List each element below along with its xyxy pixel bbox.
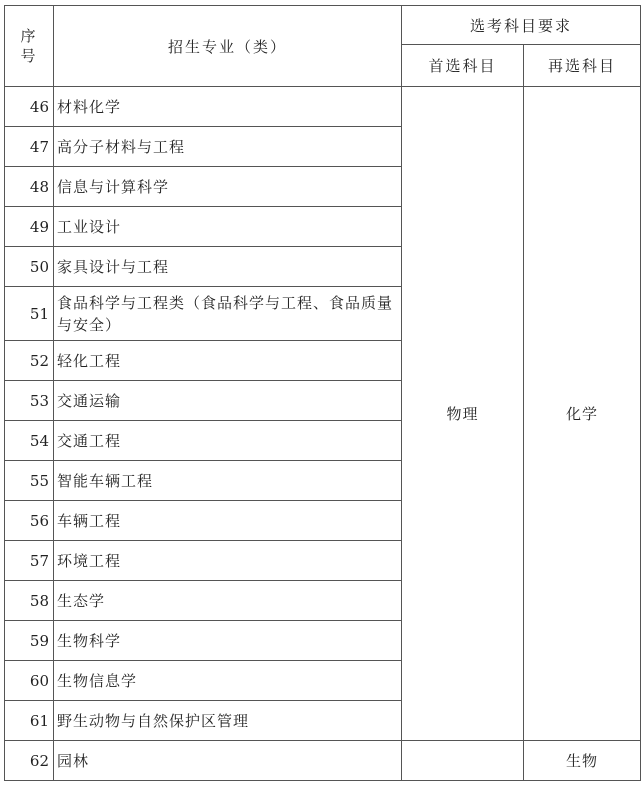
row-major: 生态学: [54, 581, 402, 621]
row-number: 56: [5, 501, 54, 541]
row-number: 58: [5, 581, 54, 621]
header-second-choice: 再选科目: [524, 45, 641, 87]
row-number: 57: [5, 541, 54, 581]
header-major: 招生专业（类）: [54, 6, 402, 87]
row-number: 55: [5, 461, 54, 501]
row-major: 交通工程: [54, 421, 402, 461]
row-number: 46: [5, 87, 54, 127]
first-subject-last-cell: [402, 741, 524, 781]
subject-requirements-table: [4, 5, 641, 781]
row-number: 51: [5, 287, 54, 341]
row-number: 47: [5, 127, 54, 167]
second-subject-last-cell: 生物: [524, 741, 641, 781]
row-major: 园林: [54, 741, 402, 781]
row-major: 环境工程: [54, 541, 402, 581]
row-major: 车辆工程: [54, 501, 402, 541]
row-number: 62: [5, 741, 54, 781]
row-number: 50: [5, 247, 54, 287]
row-major: 交通运输: [54, 381, 402, 421]
header-requirement: 选考科目要求: [402, 6, 641, 45]
row-major: 材料化学: [54, 87, 402, 127]
row-major: 轻化工程: [54, 341, 402, 381]
header-first-choice: 首选科目: [402, 45, 524, 87]
table-row: [5, 87, 641, 127]
row-major: 生物信息学: [54, 661, 402, 701]
row-major: 食品科学与工程类（食品科学与工程、食品质量与安全）: [54, 287, 402, 341]
row-major: 智能车辆工程: [54, 461, 402, 501]
header-seq-line1: 序: [20, 27, 38, 45]
row-major: 高分子材料与工程: [54, 127, 402, 167]
row-number: 60: [5, 661, 54, 701]
row-major: 野生动物与自然保护区管理: [54, 701, 402, 741]
table-row: [5, 741, 641, 781]
row-major: 信息与计算科学: [54, 167, 402, 207]
row-number: 59: [5, 621, 54, 661]
row-major: 工业设计: [54, 207, 402, 247]
row-number: 49: [5, 207, 54, 247]
second-subject-merged-cell: 化学: [524, 87, 641, 741]
row-number: 54: [5, 421, 54, 461]
row-major: 生物科学: [54, 621, 402, 661]
row-number: 61: [5, 701, 54, 741]
row-major: 家具设计与工程: [54, 247, 402, 287]
row-number: 52: [5, 341, 54, 381]
header-seq-number: [5, 6, 54, 87]
first-subject-merged-cell: 物理: [402, 87, 524, 741]
header-seq-line2: 号: [20, 47, 38, 65]
row-number: 48: [5, 167, 54, 207]
row-number: 53: [5, 381, 54, 421]
